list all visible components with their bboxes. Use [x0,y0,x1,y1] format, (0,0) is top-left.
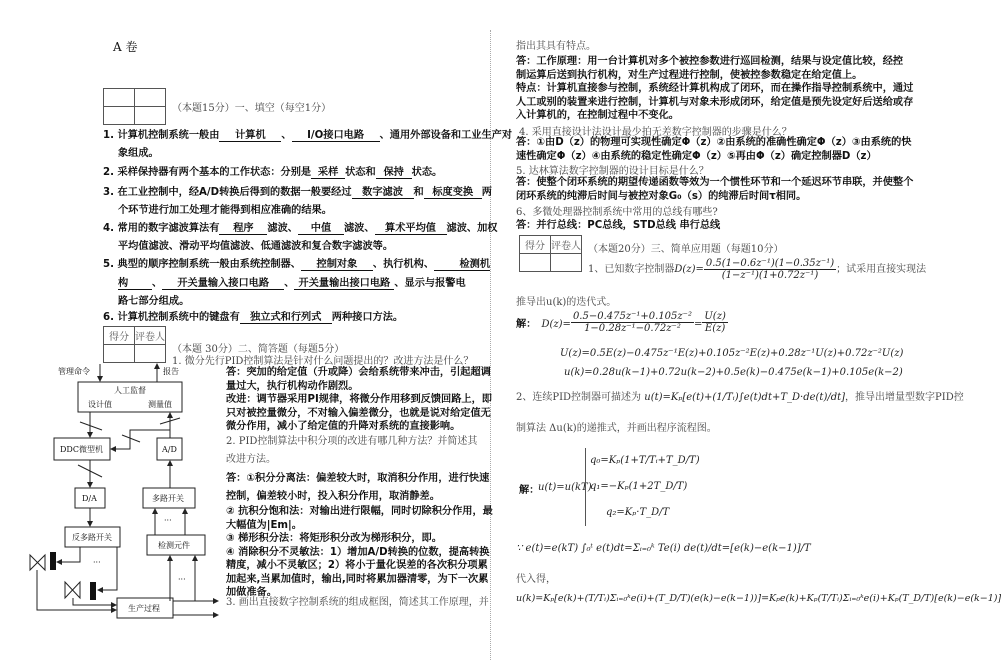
score-table: 得分 评卷人 [103,326,166,363]
fill-q1-cont: 象组成。 [118,148,159,159]
score-table: 得分 评卷人 [519,235,582,272]
solution-3-1-step1: 解： D(z)= $\frac{\text{0.5−0.475z⁻¹+0.105z⁻²}}{\text{1−0.28z⁻¹−0.72z⁻²}}$ = $\frac{U(z)}{E(z)}$ [516,311,726,334]
svg-text:A/D: A/D [162,445,177,454]
svg-text:···: ··· [164,516,172,525]
question-2-3: 3. 画出直接数字控制系统的组成框图，简述其工作原理，并 [226,597,489,608]
solution-3-2-lhs: u(t)=u(kT) [538,482,592,493]
fill-q6: 6. 计算机控制系统中的键盘有 独立式和行列式 两种接口方法。 [103,308,403,324]
fill-q5: 5. 典型的顺序控制系统一般由系统控制器、 控制对象 、执行机构、 检测机 [103,255,490,271]
solution-3-2-coefficients: q₀=Kₚ(1+T/Tᵢ+T_D/T) q₁=−Kₚ(1+2T_D/T) q₂=Kₚ·T_D/T [585,448,700,526]
section3-title: （本题20分）三、简单应用题（每题10分） [588,244,784,255]
actuator-icon [90,582,96,600]
solution-3-1-step2: U(z)=0.5E(z)−0.475z⁻¹E(z)+0.105z⁻²E(z)+0.28z⁻¹U(z)+0.72z⁻²U(z) [560,348,904,359]
svg-text:D/A: D/A [82,494,97,503]
solution-3-2-subst: 代入得， [516,574,556,585]
svg-text:检测元件: 检测元件 [158,541,190,550]
solution-3-2-final: u(k)=Kₚ[e(k)+(T/Tᵢ)Σᵢ₌₀ᵏe(i)+(T_D/T)(e(k)−e(k−1))]=Kₚe(k)+Kₚ(T/Tᵢ)Σᵢ₌₀ᵏe(i)+Kₚ(T_D/T)[e(k)−e(k−1)] [516,593,1001,604]
score-table [103,88,166,125]
fill-q3-cont: 个环节进行加工处理才能得到相应准确的结果。 [118,205,332,216]
solution-3-1-result: u(k)=0.28u(k−1)+0.72u(k−2)+0.5e(k)−0.475e(k−1)+0.105e(k−2) [564,367,903,378]
fill-q5-cont: 构 、 开关量输入接口电路 、 开关量输出接口电路 、显示与报警电 [118,274,466,290]
svg-text:多路开关: 多路开关 [152,494,184,503]
section1-title: （本题15分）一、填空（每空1分） [172,103,332,114]
actuator-icon [50,552,56,570]
fill-q3: 3. 在工业控制中，经A/D转换后得到的数据一般要经过 数字滤波 和 标度变换 两 [103,183,492,199]
svg-text:DDC微型机: DDC微型机 [60,445,103,454]
question-3-2: 2、连续PID控制器可描述为 u(t)=Kₚ[e(t)+(1/Tᵢ)∫e(t)dt+T_D·de(t)/dt]，推导出增量型数字PID控 [516,392,964,403]
answer-2-1: 答：突加的给定值（升或降）会给系统带来冲击，引起超调 量过大，执行机构动作剧烈。 改进：调节器采用PI规律，将微分作用移到反馈回路上，即 只对被控量微分，不对输入偏差微分，也就是说对给定值无 微分作用，减小了给定值的升降对系统的直接影响。 [226,367,492,432]
solution-label: 解： [519,485,540,496]
question-2-5: 5. 达林算法数字控制器的设计目标是什么？ [516,166,709,177]
answer-2-3: 答：工作原理：用一台计算机对多个被控参数进行巡回检测，结果与设定值比较，经控 制运算后送到执行机构，对生产过程进行控制，使被控参数稳定在给定值上。 特点：计算机直接参与控制，系统经计算机构成了闭环，而在操作指导控制系统中，通过 人工或别的装置来进行控制，计算机与对象未形成闭环，给定值是预先设定好后送给或存 入计算机的，在控制过程中不变化。 [516,56,914,121]
question-3-1: 1、已知数字控制器D(z)= $\frac{\text{0.5(1−0.6z⁻¹)(1−0.35z⁻¹)}}{\text{(1−z⁻¹)(1+0.72z⁻¹)}}$ ；试采用直接实现法 [588,258,927,281]
fill-q1: 1. 计算机控制系统一般由 计算机 、 I/O接口电路 、通用外部设备和工业生产对 [103,126,512,142]
fill-q2: 2. 采样保持器有两个基本的工作状态：分别是 采样 状态和 保持 状态。 [103,163,442,179]
question-2-3-cont: 指出其具有特点。 [516,41,596,52]
answer-2-6: 答：并行总线：PC总线，STD总线 串行总线 [516,220,721,231]
answer-2-4: 答：①由D（z）的物理可实现性确定Φ（z）②由系统的准确性确定Φ（z）③由系统的快 速性确定Φ（z）④由系统的稳定性确定Φ（z）⑤再由Φ（z）确定控制器D（z） [516,137,912,162]
answer-2-2-part2: ② 抗积分饱和法：对输出进行限幅，同时切除积分作用，最 大幅值为|Em|。 ③ 梯形积分法：将矩形积分改为梯形积分，即。 ④ 消除积分不灵敏法：1）增加A/D转换的位数，提高转换 精度，减小不灵敏区；2）将小于量化误差的各次积分项累 加起来,当累加值时，输出,同时将累加器清零，为下一次累 加做准备。 [226,506,493,598]
svg-text:生产过程: 生产过程 [128,604,160,613]
svg-text:管理命令: 管理命令 [58,367,90,376]
solution-3-2-because: ∵ e(t)=e(kT) ∫₀ᵗ e(t)dt=Σᵢ₌₀ᵏ Te(i) de(t)/dt=[e(k)−e(k−1)]/T [516,543,811,554]
answer-2-5: 答：使整个闭环系统的期望传递函数等效为一个惯性环节和一个延迟环节串联，并使整个 闭环系统的纯滞后时间与被控对象G₀（s）的纯滞后时间τ相同。 [516,177,914,202]
section2-title: （本题 30分）二、简答题（每题5分） [172,344,345,355]
answer-2-2-part1: 答：①积分分离法：偏差较大时，取消积分作用，进行快速 控制，偏差较小时，投入积分作用，取消静差。 [226,473,490,502]
svg-text:报告: 报告 [163,367,179,376]
question-3-1-cont: 推导出u(k)的迭代式。 [516,297,617,308]
fill-q4-cont: 平均值滤波、滑动平均值滤波、低通滤波和复合数字滤波等。 [118,241,394,252]
svg-text:反多路开关: 反多路开关 [72,533,112,542]
paper-label: A 卷 [113,40,138,54]
question-2-1: 1. 微分先行PID控制算法是针对什么问题提出的？改进方法是什么？ [172,356,474,367]
svg-text:人工监督: 人工监督 [114,386,146,395]
question-2-4: 4. 采用直接设计法设计最少拍无差数字控制器的步骤是什么？ [519,127,792,138]
question-2-6: 6、多微处理器控制系统中常用的总线有哪些? [516,207,718,218]
question-2-2: 2. PID控制算法中积分项的改进有哪几种方法？并简述其 改进方法。 [226,436,478,465]
ddc-block-diagram [30,360,220,620]
fill-q5-end: 路七部分组成。 [118,296,190,307]
svg-text:···: ··· [93,558,101,567]
svg-text:···: ··· [178,575,186,584]
svg-text:测量值: 测量值 [148,400,172,409]
question-3-2-cont: 制算法 Δu(k)的递推式，并画出程序流程图。 [516,423,717,434]
svg-text:设计值: 设计值 [88,400,112,409]
fill-q4: 4. 常用的数字滤波算法有 程序 滤波、 中值 滤波、 算术平均值 滤波、加权 [103,219,497,235]
